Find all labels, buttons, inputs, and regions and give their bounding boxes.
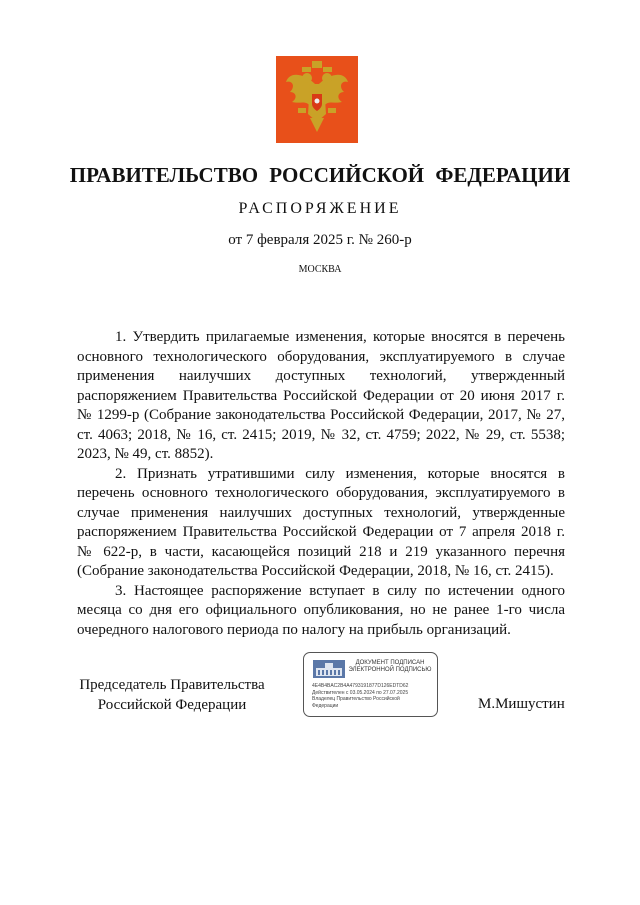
signatory-position-line-2: Российской Федерации <box>97 696 247 713</box>
document-type: РАСПОРЯЖЕНИЕ <box>238 200 402 217</box>
stamp-title <box>344 660 436 674</box>
electronic-signature-stamp <box>303 652 438 717</box>
signatory-position-line-1: Председатель Правительства <box>79 677 265 693</box>
paragraph-2: 2. Признать утратившими силу изменения, которые вносятся в перечень основного технологического оборудования, эксплуатируемого в случае применения наилучших доступных технологий, утвержденные распоряжением Правительства Российской Федерации от 7 апреля 2018 г. № 622-р, в части, касающейся позиций 218 и 219 указанного перечня (Собрание законодательства Российской Федерации, 2018, № 16, ст. 2415). <box>77 465 565 579</box>
stamp-title-line-1: ДОКУМЕНТ ПОДПИСАН <box>355 660 425 666</box>
document-city: МОСКВА <box>298 264 342 275</box>
document-body <box>77 328 565 640</box>
stamp-certificate: 4E4B4BAC2B4A4793191877D126EDTD62 <box>312 683 409 689</box>
government-building-icon <box>313 660 345 678</box>
document-date-number: от 7 февраля 2025 г. № 260-р <box>228 232 412 248</box>
double-headed-eagle-icon <box>276 56 358 143</box>
stamp-owner-line-2: Федерации <box>312 702 339 709</box>
coat-of-arms-emblem <box>276 56 358 143</box>
paragraph-1: 1. Утвердить прилагаемые изменения, которые вносятся в перечень основного технологического оборудования, эксплуатируемого в случае применения наилучших доступных технологий, утвержденный распоряжением Правительства Российской Федерации от 20 июня 2017 г. № 1299-р (Собрание законодательства Российской Федерации, 2017, № 27, ст. 4063; 2018, № 16, ст. 2415; 2019, № 32, ст. 4759; 2022, № 29, ст. 5538; 2023, № 49, ст. 8852). <box>77 329 565 462</box>
signatory-position <box>77 676 267 715</box>
stamp-validity: Действителен с 03.05.2024 по 27.07.2025 <box>312 689 409 696</box>
stamp-title-line-2: ЭЛЕКТРОННОЙ ПОДПИСЬЮ <box>348 667 432 673</box>
signatory-name: М.Мишустин <box>478 696 565 712</box>
paragraph-3: 3. Настоящее распоряжение вступает в силу по истечении одного месяца со дня его официального опубликования, но не ранее 1-го числа очередного налогового периода по налогу на прибыль организаций. <box>77 582 565 638</box>
government-title: ПРАВИТЕЛЬСТВО РОССИЙСКОЙ ФЕДЕРАЦИИ <box>69 163 571 187</box>
stamp-details <box>312 683 408 709</box>
stamp-owner-line-1: Владелец Правительство Российской <box>312 696 400 702</box>
